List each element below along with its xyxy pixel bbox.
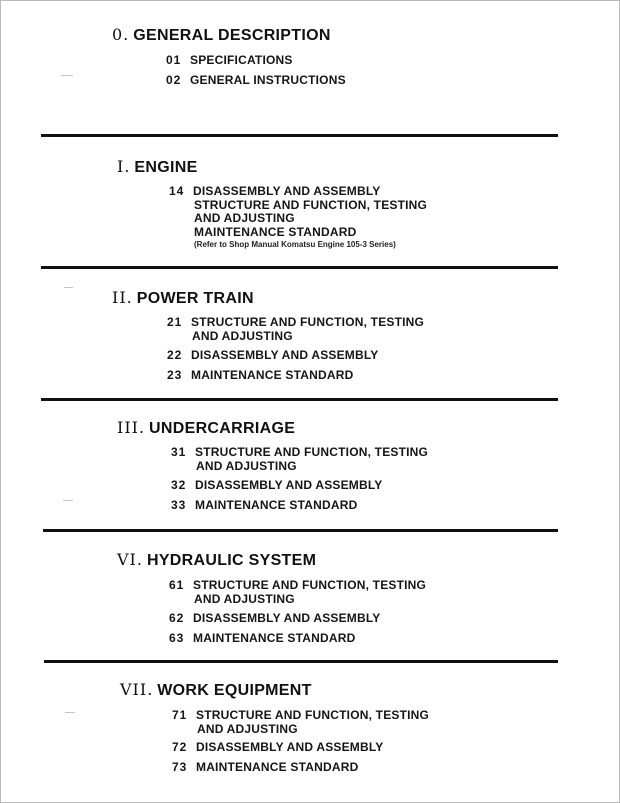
entry-number: 22 [167,348,183,362]
entry-number: 33 [171,498,187,512]
section-numeral: VI. [117,550,143,569]
entry-text: DISASSEMBLY AND ASSEMBLY [195,478,383,492]
entry-text: GENERAL INSTRUCTIONS [190,73,346,87]
entry-number: 01 [166,53,182,67]
entry-number: 02 [166,73,182,87]
toc-entry [169,632,355,646]
toc-entry [166,54,293,68]
entry-number: 61 [169,578,185,592]
entry-text-continued: MAINTENANCE STANDARD [194,224,357,239]
entry-number: 71 [172,708,188,722]
section-title: ENGINE [134,159,198,176]
entry-number: 72 [172,740,188,754]
section-title: GENERAL DESCRIPTION [133,27,331,44]
section-title: UNDERCARRIAGE [149,420,296,437]
entry-text: STRUCTURE AND FUNCTION, TESTING [196,708,430,722]
section-numeral: I. [117,157,131,176]
section-heading [120,680,312,700]
section-divider [41,398,558,401]
entry-text: DISASSEMBLY AND ASSEMBLY [193,611,381,625]
entry-text-continued: AND ADJUSTING [196,458,297,473]
entry-text: MAINTENANCE STANDARD [193,631,356,645]
section-title: HYDRAULIC SYSTEM [146,552,317,569]
section-numeral: II. [112,288,133,307]
scan-speck [65,712,75,713]
entry-number: 62 [169,611,185,625]
section-numeral: 0. [112,25,130,44]
toc-entry [167,316,424,343]
toc-entry [172,709,429,736]
section-heading [117,157,198,177]
entry-number: 31 [171,445,187,459]
entry-number: 14 [169,184,185,198]
toc-entry [169,579,426,606]
toc-entry [167,349,379,363]
reference-note: (Refer to Shop Manual Komatsu Engine 105-3 Series) [194,240,396,249]
entry-text: DISASSEMBLY AND ASSEMBLY [196,740,384,754]
toc-entry [172,741,384,755]
section-title: WORK EQUIPMENT [157,682,312,699]
entry-text: MAINTENANCE STANDARD [195,498,358,512]
section-heading [117,418,295,438]
entry-text-continued: AND ADJUSTING [197,721,298,736]
scan-speck [63,500,73,501]
section-numeral: III. [117,418,146,437]
entry-number: 63 [169,631,185,645]
entry-text: SPECIFICATIONS [190,53,293,67]
toc-entry [171,499,357,513]
toc-entry [166,74,346,88]
entry-text-continued: AND ADJUSTING [192,328,293,343]
section-numeral: VII. [120,680,154,699]
section-divider [44,660,558,663]
entry-text: MAINTENANCE STANDARD [196,760,359,774]
section-divider [41,134,558,137]
section-heading [112,25,331,45]
scan-speck [64,287,73,288]
entry-number: 32 [171,478,187,492]
entry-text: DISASSEMBLY AND ASSEMBLY [191,348,379,362]
toc-entry [167,369,353,383]
toc-entry [172,761,358,775]
entry-text-continued: STRUCTURE AND FUNCTION, TESTING [194,197,428,212]
scan-speck [61,75,73,76]
entry-text: STRUCTURE AND FUNCTION, TESTING [193,578,427,592]
section-title: POWER TRAIN [136,290,254,307]
entry-text: MAINTENANCE STANDARD [191,368,354,382]
entry-text-continued: AND ADJUSTING [194,591,295,606]
entry-text: DISASSEMBLY AND ASSEMBLY [193,184,381,198]
entry-number: 23 [167,368,183,382]
entry-text-continued: AND ADJUSTING [194,211,295,225]
section-divider [43,529,558,532]
section-heading [117,550,316,570]
toc-entry [169,612,381,626]
entry-number: 73 [172,760,188,774]
entry-text: STRUCTURE AND FUNCTION, TESTING [191,315,425,329]
section-heading [112,288,254,308]
toc-entry [171,479,383,493]
entry-text: STRUCTURE AND FUNCTION, TESTING [195,445,429,459]
entry-number: 21 [167,315,183,329]
toc-entry [169,185,427,239]
section-divider [41,266,558,269]
toc-entry [171,446,428,473]
